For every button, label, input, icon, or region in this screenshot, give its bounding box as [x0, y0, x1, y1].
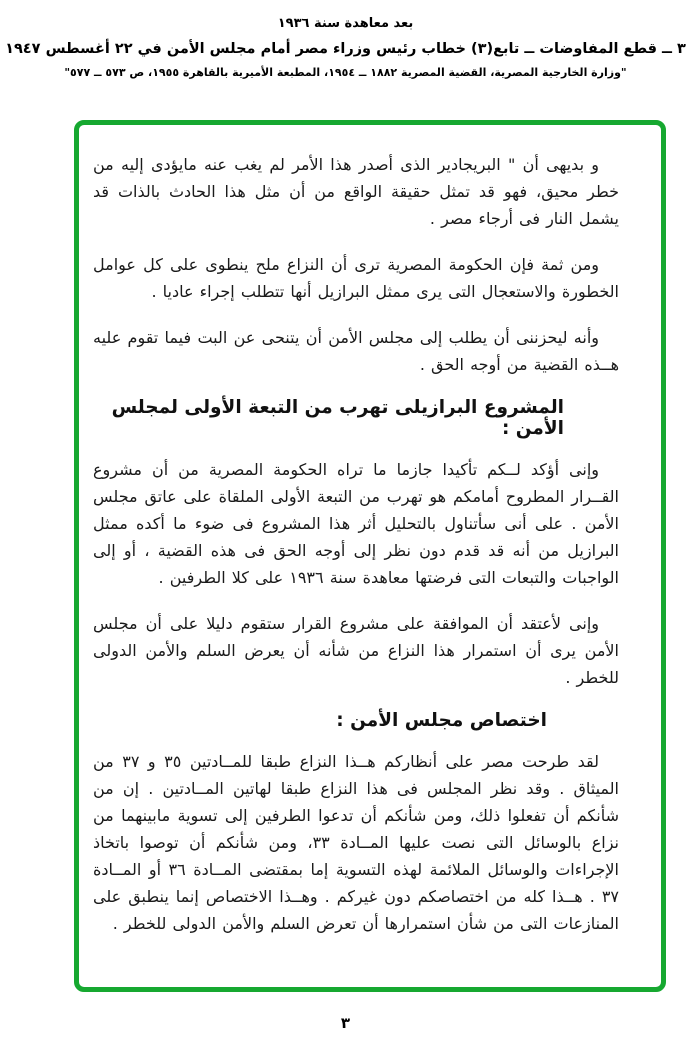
header-title: ٣ ــ قطع المفاوضات ــ تابع(٣) خطاب رئيس وزراء مصر أمام مجلس الأمن في ٢٢ أغسطس ١٩٤٧ — [5, 41, 686, 57]
body-paragraph: وإنى لأعتقد أن الموافقة على مشروع القرار ستقوم دليلا على أن مجلس الأمن يرى أن استمرار هذا النزاع من شأنه أن يعرض السلم والأمن الدولى للخطر . — [93, 614, 619, 687]
body-paragraph: وإنى أؤكد لــكم تأكيدا جازما ما تراه الحكومة المصرية من أن مشروع القــرار المطروح أمامكم هو تهرب من التبعة الأولى الملقاة على عاتق مجلس الأمن . على أنى سأتناول بالتحليل أثر هذا المشروع فى ضوء ما أكده ممثل البرازيل من أنه قد قدم دون نظر إلى أوجه الحق فى هذه القضية ، أو إلى الواجبات والتبعات التى فرضتها معاهدة سنة ١٩٣٦ على كلا الطرفين . — [93, 460, 619, 587]
body-paragraph: و بديهى أن " البريجادير الذى أصدر هذا الأمر لم يغب عنه مايؤدى إليه من خطر محيق، فهو قد تمثل حقيقة الواقع من أن مثل هذا الحادث بالذات قد يشمل النار فى أرجاء مصر . — [93, 155, 619, 228]
document-body — [79, 125, 661, 987]
body-paragraph: لقد طرحت مصر على أنظاركم هــذا النزاع طبقا للمــادتين ٣٥ و ٣٧ من الميثاق . وقد نظر المجلس فى هذا النزاع طبقا لهاتين المــادتين . إن من شأنكم أن تفعلوا ذلك، ومن شأنكم أن تدعوا الطرفين إلى تسوية مابينهما من نزاع بالوسائل التى نصت عليها المــادة ٣٣، ومن شأنكم أن توصوا باتخاذ الإجراءات والوسائل الملائمة لهذه التسوية إما بمقتضى المــادة ٣٦ أو المــادة ٣٧ . هــذا كله من اختصاصكم دون غيركم . وهــذا الاختصاص إنما ينطبق على المنازعات التى من شأن استمرارها أن تعرض السلم والأمن الدولى للخطر . — [93, 752, 620, 933]
body-paragraph: وأنه ليحزننى أن يطلب إلى مجلس الأمن أن يتنحى عن البت فيما تقوم عليه هــذه القضية من أوجه الحق . — [93, 328, 619, 374]
page-footer — [0, 1013, 691, 1032]
body-paragraph: ومن ثمة فإن الحكومة المصرية ترى أن النزاع ملح ينطوى على كل عوامل الخطورة والاستعجال التى يرى ممثل البرازيل أنها تتطلب إجراء عاديا . — [93, 255, 619, 301]
document-frame — [74, 120, 666, 992]
section-heading-brazilian-draft: المشروع البرازيلى تهرب من التبعة الأولى لمجلس الأمن : — [111, 397, 564, 439]
page-number: ٣ — [340, 1014, 351, 1032]
section-heading-security-council-jurisdiction: اختصاص مجلس الأمن : — [336, 710, 547, 731]
header-subtitle: بعد معاهدة سنة ١٩٣٦ — [277, 16, 414, 31]
page-header — [0, 16, 691, 79]
header-source-citation: "وزارة الخارجية المصرية، القضية المصرية ١٨٨٢ ــ ١٩٥٤، المطبعة الأميرية بالقاهرة ١٩٥٥، ص ٥٧٣ ــ ٥٧٧" — [64, 66, 627, 79]
